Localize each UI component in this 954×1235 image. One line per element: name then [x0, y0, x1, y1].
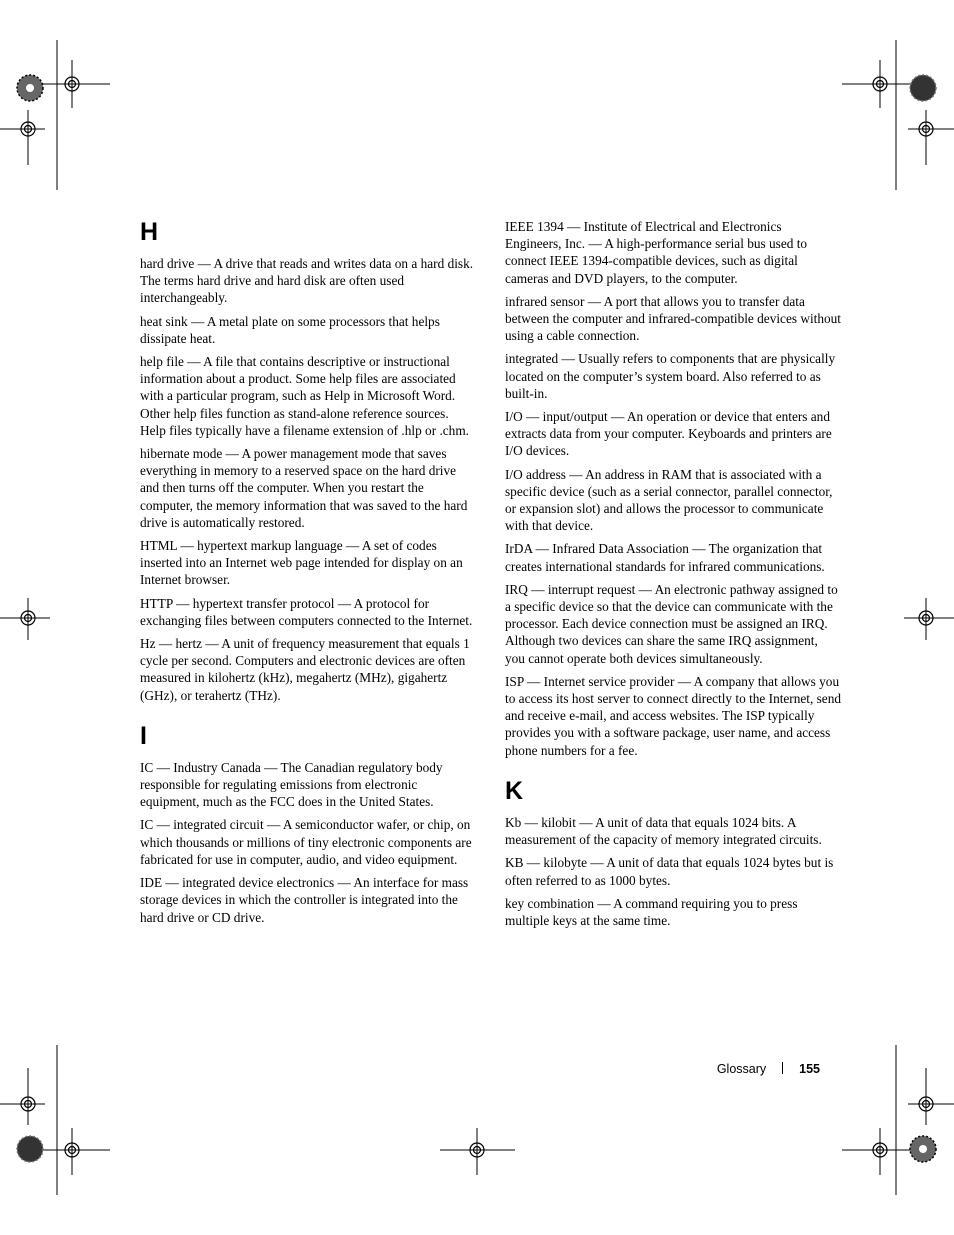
glossary-definition: — A port that allows you to transfer data between the computer and infrared-compatible devices without using a cable connection.: [505, 293, 841, 344]
glossary-definition: — integrated circuit — A semiconductor wafer, or chip, on which thousands or millions of tiny electronic components are fabricated for use in computer, audio, and video equipment.: [140, 817, 472, 867]
glossary-definition: — kilobyte — A unit of data that equals 1024 bytes but is often referred to as 1000 bytes.: [505, 855, 834, 888]
glossary-term: IrDA: [505, 541, 533, 557]
glossary-term: integrated: [505, 351, 559, 367]
glossary-definition: — A command requiring you to press multiple keys at the same time.: [505, 895, 798, 928]
glossary-definition: — A power management mode that saves everything in memory to a reserved space on the hard drive and then turns off the computer. When you restart the computer, the memory information that was saved to the hard drive is automatically restored.: [140, 446, 468, 530]
glossary-term: HTML: [140, 538, 178, 554]
glossary-term: I/O: [505, 409, 523, 425]
glossary-definition: — interrupt request — An electronic pathway assigned to a specific device so that the device can communicate with the processor. Each device connection must be assigned an IRQ. Although two devices can share the same IRQ assignment, you cannot operate both devices simultaneously.: [505, 581, 838, 666]
glossary-entry: [505, 854, 841, 888]
glossary-term: I/O address: [505, 466, 566, 482]
glossary-term: IC: [140, 759, 154, 775]
glossary-entry: [140, 874, 476, 926]
glossary-term: ISP: [505, 673, 524, 689]
glossary-definition: — Institute of Electrical and Electronics Engineers, Inc. — A high-performance serial bus used to connect IEEE 1394-compatible devices, such as digital cameras and DVD players, to the computer.: [505, 219, 808, 286]
page-number: 155: [799, 1062, 820, 1076]
glossary-entry: [140, 445, 476, 531]
glossary-entry: [505, 895, 841, 929]
glossary-term: heat sink: [140, 313, 188, 329]
glossary-term: IEEE 1394: [505, 219, 564, 234]
glossary-term: HTTP: [140, 595, 173, 611]
glossary-definition: — integrated device electronics — An interface for mass storage devices in which the controller is integrated into the hard drive or CD drive.: [140, 875, 469, 925]
glossary-term: IC: [140, 817, 154, 833]
glossary-term: Kb: [505, 814, 522, 830]
glossary-entry: [505, 408, 841, 460]
glossary-entry: [140, 816, 476, 868]
glossary-definition: — A file that contains descriptive or instructional information about a product. Some help files are associated with a particular program, such as Help in Microsoft Word. Other help files function as stand-alone reference sources. Help files typically have a filename extension of .hlp or .chm.: [140, 354, 469, 438]
glossary-entry: [140, 313, 476, 347]
glossary-definition: — A drive that reads and writes data on a hard disk. The terms hard drive and hard disk are often used interchangeably.: [140, 256, 474, 306]
glossary-term: KB: [505, 855, 524, 871]
glossary-entry: [505, 673, 841, 759]
glossary-term: IRQ: [505, 581, 528, 597]
left-column: [140, 218, 476, 932]
glossary-definition: — hypertext transfer protocol — A protocol for exchanging files between computers connected to the Internet.: [140, 595, 473, 628]
glossary-entry: [505, 218, 841, 287]
glossary-entry: [505, 293, 841, 345]
glossary-definition: — hertz — A unit of frequency measurement that equals 1 cycle per second. Computers and electronic devices are often measured in kilohertz (kHz), megahertz (MHz), gigahertz (GHz), or terahertz (THz).: [140, 636, 470, 703]
glossary-definition: — kilobit — A unit of data that equals 1024 bits. A measurement of the capacity of memory integrated circuits.: [505, 814, 822, 848]
glossary-term: help file: [140, 354, 184, 370]
glossary-entry: [505, 350, 841, 402]
section-letter-i: I: [140, 721, 147, 750]
glossary-entry: [505, 466, 841, 535]
glossary-definition: — hypertext markup language — A set of codes inserted into an Internet web page intended for display on an Internet browser.: [140, 538, 463, 588]
footer-section-label: Glossary: [716, 1062, 767, 1076]
glossary-term: hibernate mode: [140, 446, 223, 462]
glossary-definition: — A metal plate on some processors that helps dissipate heat.: [140, 313, 440, 346]
glossary-term: hard drive: [140, 256, 195, 271]
glossary-entry: [140, 353, 476, 439]
glossary-entry: [140, 759, 476, 811]
glossary-entry: [505, 540, 841, 574]
glossary-definition: — input/output — An operation or device that enters and extracts data from your computer. Keyboards and printers are I/O devices.: [505, 409, 832, 459]
glossary-definition: — Usually refers to components that are physically located on the computer’s system board. Also referred to as built-in.: [505, 351, 836, 401]
page-footer: [0, 1062, 820, 1076]
glossary-entry: [505, 814, 841, 848]
glossary-entry: [140, 255, 476, 307]
footer-divider: [782, 1062, 783, 1074]
glossary-term: infrared sensor: [505, 293, 585, 309]
glossary-entry: [140, 635, 476, 704]
glossary-term: Hz: [140, 636, 156, 652]
glossary-definition: — Industry Canada — The Canadian regulatory body responsible for regulating emissions from electronic equipment, much as the FCC does in the United States.: [140, 759, 443, 810]
section-letter-k: K: [505, 776, 524, 805]
glossary-entry: [140, 595, 476, 629]
glossary-term: IDE: [140, 875, 163, 891]
glossary-definition: — An address in RAM that is associated with a specific device (such as a serial connector, parallel connector, or expansion slot) and allows the processor to communicate with that device.: [505, 466, 833, 534]
glossary-entry: [140, 537, 476, 589]
glossary-entry: [505, 581, 841, 667]
glossary-term: key combination: [505, 895, 594, 911]
right-column: [505, 218, 841, 935]
section-letter-h: H: [140, 218, 159, 246]
glossary-definition: — Internet service provider — A company that allows you to access its host server to connect directly to the Internet, send and receive e-mail, and access websites. The ISP typically provides you with a software package, user name, and access phone numbers for a fee.: [505, 673, 842, 758]
glossary-definition: — Infrared Data Association — The organization that creates international standards for infrared communications.: [505, 541, 825, 574]
